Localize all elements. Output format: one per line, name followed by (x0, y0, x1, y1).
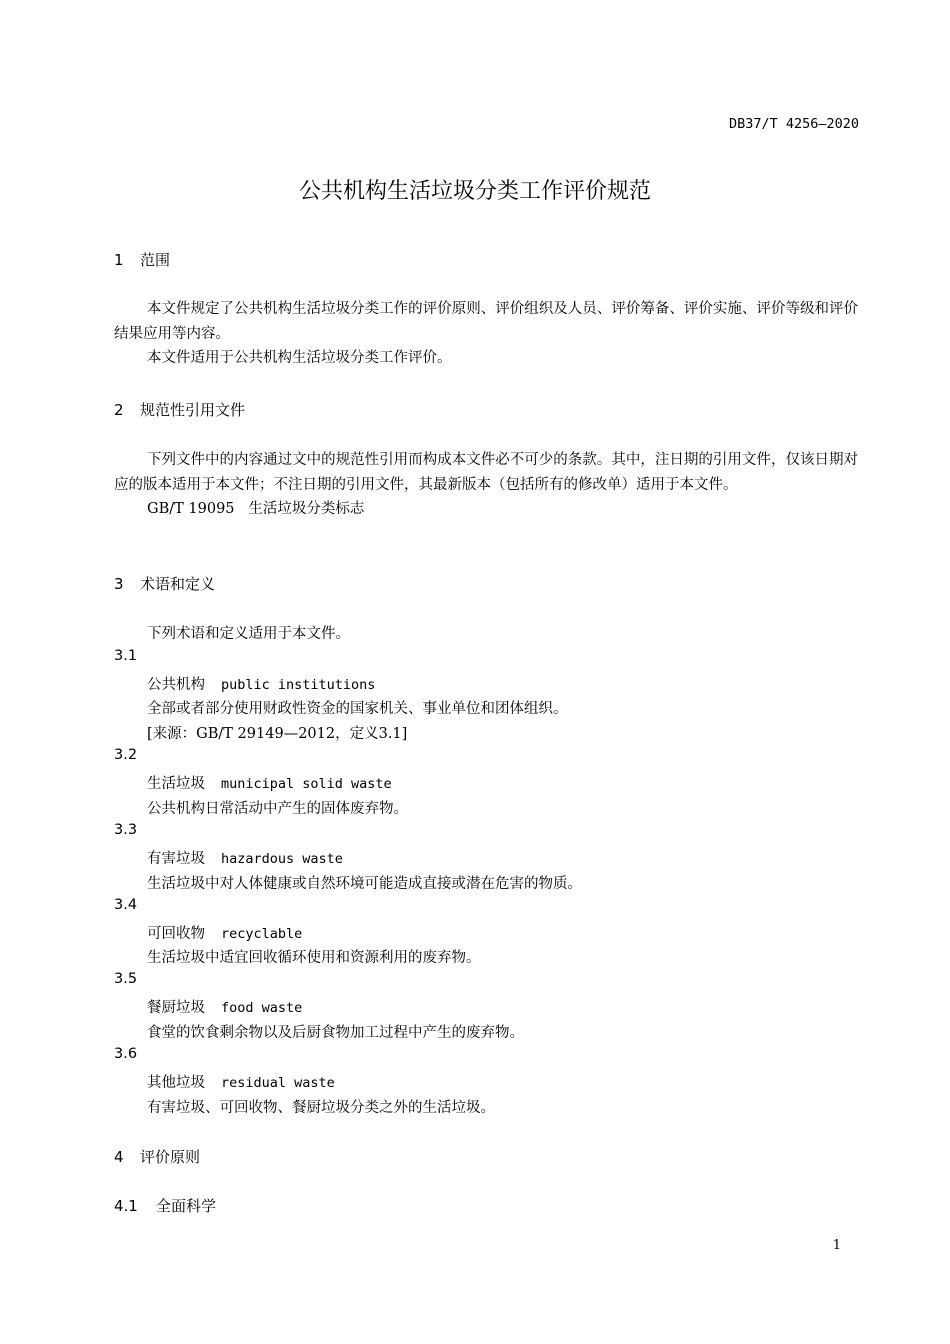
term-heading (147, 847, 343, 868)
section-3-title: 术语和定义 (140, 575, 216, 593)
section-2-paragraph: 下列文件中的内容通过文中的规范性引用而构成本文件必不可少的条款。其中，注日期的引用文件，仅该日期对应的版本适用于本文件；不注日期的引用文件，其最新版本（包括所有的修改单）适用于本文件。 (114, 452, 858, 493)
term-chinese: 有害垃圾 (147, 851, 205, 867)
term-english: hazardous waste (221, 851, 343, 867)
term-number: 3.4 (114, 897, 138, 913)
section-3-heading (114, 573, 215, 594)
section-3-intro: 下列术语和定义适用于本文件。 (147, 626, 350, 642)
normative-reference (114, 497, 858, 522)
section-2-body (114, 448, 858, 522)
term-english: recyclable (221, 926, 303, 942)
subsection-number: 4.1 (114, 1197, 138, 1215)
term-source: [来源：GB/T 29149—2012，定义3.1] (147, 726, 408, 742)
term-english: residual waste (221, 1075, 335, 1091)
term-definition: 全部或者部分使用财政性资金的国家机关、事业单位和团体组织。 (147, 701, 568, 717)
term-definition: 生活垃圾中对人体健康或自然环境可能造成直接或潜在危害的物质。 (147, 876, 582, 892)
term-english: public institutions (221, 677, 376, 693)
term-heading (147, 673, 375, 694)
subsection-title: 全面科学 (156, 1197, 217, 1215)
term-english: municipal solid waste (221, 776, 392, 792)
term-definition: 生活垃圾中适宜回收循环使用和资源利用的废弃物。 (147, 950, 481, 966)
section-4-title: 评价原则 (140, 1148, 201, 1166)
subsection-4-1-heading (114, 1195, 216, 1216)
term-heading (147, 772, 392, 793)
reference-title: 生活垃圾分类标志 (248, 501, 365, 517)
section-1-number: 1 (114, 251, 124, 269)
term-chinese: 公共机构 (147, 677, 205, 693)
term-chinese: 其他垃圾 (147, 1075, 205, 1091)
section-2-number: 2 (114, 401, 124, 419)
section-1-body (114, 297, 858, 371)
section-1-heading (114, 249, 170, 270)
term-definition: 有害垃圾、可回收物、餐厨垃圾分类之外的生活垃圾。 (147, 1100, 495, 1116)
section-4-heading (114, 1146, 200, 1167)
term-number: 3.3 (114, 822, 138, 838)
term-heading (147, 922, 302, 943)
term-chinese: 餐厨垃圾 (147, 1000, 205, 1016)
term-definition: 食堂的饮食剩余物以及后厨食物加工过程中产生的废弃物。 (147, 1025, 524, 1041)
section-1-title: 范围 (140, 251, 171, 269)
term-number: 3.5 (114, 971, 138, 987)
term-number: 3.1 (114, 648, 138, 664)
term-number: 3.6 (114, 1046, 138, 1062)
section-2-heading (114, 399, 245, 420)
term-chinese: 生活垃圾 (147, 776, 205, 792)
page-number: 1 (832, 1238, 841, 1253)
section-1-paragraph: 本文件规定了公共机构生活垃圾分类工作的评价原则、评价组织及人员、评价筹备、评价实施、评价等级和评价结果应用等内容。 (114, 301, 858, 342)
section-2-title: 规范性引用文件 (140, 401, 246, 419)
term-english: food waste (221, 1000, 303, 1016)
standard-code: DB37/T 4256—2020 (728, 116, 859, 132)
term-chinese: 可回收物 (147, 926, 205, 942)
section-4-number: 4 (114, 1148, 124, 1166)
section-3-number: 3 (114, 575, 124, 593)
term-definition: 公共机构日常活动中产生的固体废弃物。 (147, 801, 408, 817)
term-heading (147, 996, 302, 1017)
section-1-paragraph: 本文件适用于公共机构生活垃圾分类工作评价。 (147, 350, 452, 366)
document-title: 公共机构生活垃圾分类工作评价规范 (298, 179, 651, 204)
term-heading (147, 1071, 335, 1092)
reference-code: GB/T 19095 (147, 501, 235, 517)
term-number: 3.2 (114, 747, 138, 763)
